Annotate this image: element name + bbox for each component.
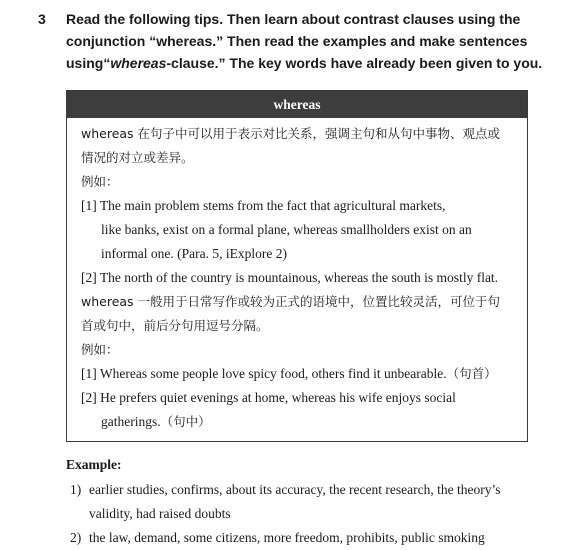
position-note: （句首） xyxy=(446,366,497,381)
instruction-line-1: Read the following tips. Then learn about contrast clauses using the xyxy=(66,11,521,27)
question-instructions xyxy=(66,8,543,74)
instruction-line-2: conjunction “whereas.” Then read the examples and make sentences xyxy=(66,33,528,49)
example-sentence: [2] He prefers quiet evenings at home, whereas his wife enjoys social xyxy=(81,390,456,405)
item-number: 1) xyxy=(70,482,82,497)
list-item: 2) the law, demand, some citizens, more freedom, prohibits, public smoking xyxy=(70,526,540,550)
example-label: 例如： xyxy=(81,174,119,189)
tip-line: whereas 一般用于日常写作或较为正式的语境中，位置比较灵活，可位于句 xyxy=(81,294,501,309)
example-list xyxy=(70,478,540,550)
tip-line: 情况的对立或差异。 xyxy=(81,150,194,165)
tips-box xyxy=(66,90,528,442)
tip-line: whereas 在句子中可以用于表示对比关系，强调主句和从句中事物、观点或 xyxy=(81,126,501,141)
example-sentence: [1] Whereas some people love spicy food, others find it unbearable.（句首） xyxy=(81,366,497,381)
instruction-line-3: using“whereas-clause.” The key words have already been given to you. xyxy=(66,55,543,71)
tip-line: 首或句中，前后分句用逗号分隔。 xyxy=(81,318,269,333)
question-number: 3 xyxy=(38,11,46,27)
example-label: 例如： xyxy=(81,342,119,357)
list-item: 1) earlier studies, confirms, about its accuracy, the recent research, the theory’s xyxy=(70,478,540,502)
question-header xyxy=(38,8,543,74)
tips-box-title: whereas xyxy=(67,91,527,118)
example-sentence-cont: informal one. (Para. 5, iExplore 2) xyxy=(101,246,287,261)
list-item-cont: validity, had raised doubts xyxy=(89,506,231,521)
position-note: （句中） xyxy=(160,414,211,429)
example-sentence: [1] The main problem stems from the fact that agricultural markets, xyxy=(81,198,446,213)
example-heading: Example: xyxy=(66,457,122,472)
item-number: 2) xyxy=(70,530,82,545)
example-sentence-cont: like banks, exist on a formal plane, whereas smallholders exist on an xyxy=(101,222,472,237)
tips-box-body xyxy=(67,118,527,434)
example-sentence-cont: gatherings.（句中） xyxy=(101,414,211,429)
whereas-emphasis: whereas xyxy=(110,55,167,71)
example-sentence: [2] The north of the country is mountainous, whereas the south is mostly flat. xyxy=(81,270,499,285)
